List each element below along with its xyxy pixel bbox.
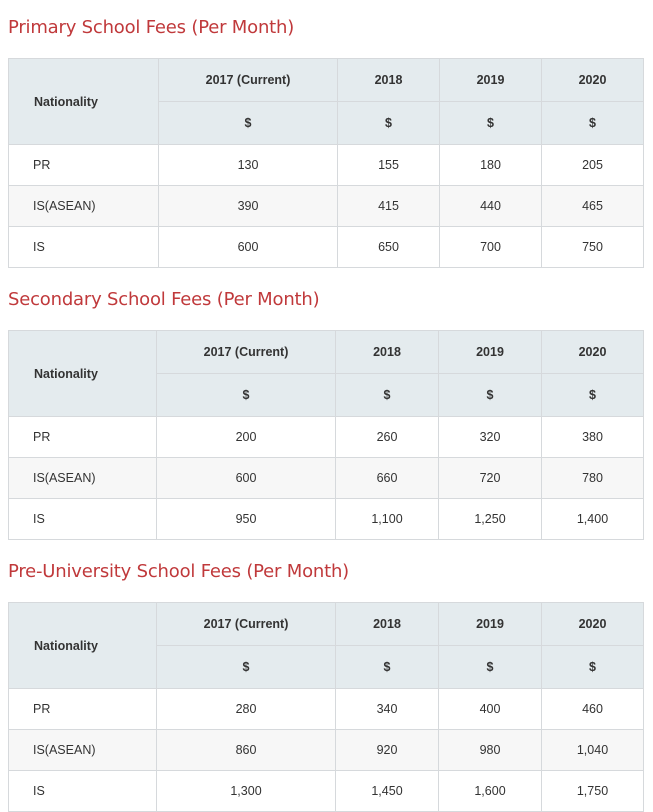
- fee-cell: 600: [159, 227, 338, 268]
- fee-cell: 200: [157, 417, 336, 458]
- title-spacer: [0, 589, 653, 602]
- header-currency: $: [542, 102, 644, 145]
- header-currency: $: [157, 374, 336, 417]
- fee-cell: 180: [440, 145, 542, 186]
- fee-cell: 205: [542, 145, 644, 186]
- header-currency: $: [338, 102, 440, 145]
- top-spacer: [0, 0, 653, 10]
- header-year: 2018: [338, 59, 440, 102]
- fee-cell: 130: [159, 145, 338, 186]
- fee-cell: 155: [338, 145, 440, 186]
- fee-cell: 1,100: [336, 499, 439, 540]
- table-row: [9, 186, 644, 227]
- nationality-cell: PR: [9, 417, 157, 458]
- fees-table-primary: [8, 58, 644, 268]
- header-row-years: [9, 331, 644, 374]
- header-currency: $: [542, 374, 644, 417]
- header-row-years: [9, 603, 644, 646]
- fee-cell: 1,250: [439, 499, 542, 540]
- section-title-pre-university: Pre-University School Fees (Per Month): [8, 561, 350, 582]
- table-row: [9, 417, 644, 458]
- header-nationality: Nationality: [9, 331, 157, 417]
- fee-cell: 1,040: [542, 730, 644, 771]
- header-currency: $: [336, 646, 439, 689]
- nationality-cell: IS: [9, 227, 159, 268]
- header-currency: $: [159, 102, 338, 145]
- table-row: [9, 458, 644, 499]
- fee-cell: 750: [542, 227, 644, 268]
- nationality-cell: IS: [9, 771, 157, 812]
- nationality-cell: IS(ASEAN): [9, 730, 157, 771]
- header-year: 2018: [336, 603, 439, 646]
- header-year: 2019: [439, 603, 542, 646]
- fees-table-secondary: [8, 330, 644, 540]
- header-year: 2018: [336, 331, 439, 374]
- table-row: [9, 145, 644, 186]
- fee-cell: 720: [439, 458, 542, 499]
- header-year: 2017 (Current): [157, 603, 336, 646]
- table-row: [9, 689, 644, 730]
- header-currency: $: [439, 374, 542, 417]
- header-year: 2019: [439, 331, 542, 374]
- section-title-primary: Primary School Fees (Per Month): [8, 17, 295, 38]
- table-row: [9, 730, 644, 771]
- fee-cell: 1,750: [542, 771, 644, 812]
- nationality-cell: IS(ASEAN): [9, 186, 159, 227]
- fees-table-pre-university: [8, 602, 644, 812]
- fee-cell: 440: [440, 186, 542, 227]
- fee-cell: 700: [440, 227, 542, 268]
- nationality-cell: PR: [9, 689, 157, 730]
- header-currency: $: [157, 646, 336, 689]
- header-year: 2019: [440, 59, 542, 102]
- section-spacer: [0, 268, 653, 282]
- fee-cell: 415: [338, 186, 440, 227]
- nationality-cell: IS(ASEAN): [9, 458, 157, 499]
- fee-cell: 465: [542, 186, 644, 227]
- fee-cell: 1,600: [439, 771, 542, 812]
- table-row: [9, 227, 644, 268]
- header-year: 2020: [542, 603, 644, 646]
- fee-cell: 340: [336, 689, 439, 730]
- fee-cell: 1,300: [157, 771, 336, 812]
- fee-cell: 460: [542, 689, 644, 730]
- fee-cell: 1,450: [336, 771, 439, 812]
- header-year: 2017 (Current): [159, 59, 338, 102]
- table-row: [9, 771, 644, 812]
- header-currency: $: [336, 374, 439, 417]
- fee-cell: 860: [157, 730, 336, 771]
- fee-cell: 320: [439, 417, 542, 458]
- header-year: 2017 (Current): [157, 331, 336, 374]
- header-currency: $: [440, 102, 542, 145]
- header-row-years: [9, 59, 644, 102]
- header-year: 2020: [542, 59, 644, 102]
- header-currency: $: [542, 646, 644, 689]
- table-row: [9, 499, 644, 540]
- fee-cell: 280: [157, 689, 336, 730]
- fee-cell: 920: [336, 730, 439, 771]
- header-currency: $: [439, 646, 542, 689]
- fee-cell: 980: [439, 730, 542, 771]
- header-year: 2020: [542, 331, 644, 374]
- fee-cell: 260: [336, 417, 439, 458]
- fee-cell: 650: [338, 227, 440, 268]
- title-spacer: [0, 317, 653, 330]
- fee-cell: 600: [157, 458, 336, 499]
- section-title-secondary: Secondary School Fees (Per Month): [8, 289, 320, 310]
- fee-cell: 400: [439, 689, 542, 730]
- nationality-cell: PR: [9, 145, 159, 186]
- section-spacer: [0, 540, 653, 554]
- fee-cell: 390: [159, 186, 338, 227]
- fee-cell: 660: [336, 458, 439, 499]
- header-nationality: Nationality: [9, 603, 157, 689]
- fee-cell: 1,400: [542, 499, 644, 540]
- fee-cell: 380: [542, 417, 644, 458]
- nationality-cell: IS: [9, 499, 157, 540]
- header-nationality: Nationality: [9, 59, 159, 145]
- fee-cell: 950: [157, 499, 336, 540]
- title-spacer: [0, 45, 653, 58]
- fee-cell: 780: [542, 458, 644, 499]
